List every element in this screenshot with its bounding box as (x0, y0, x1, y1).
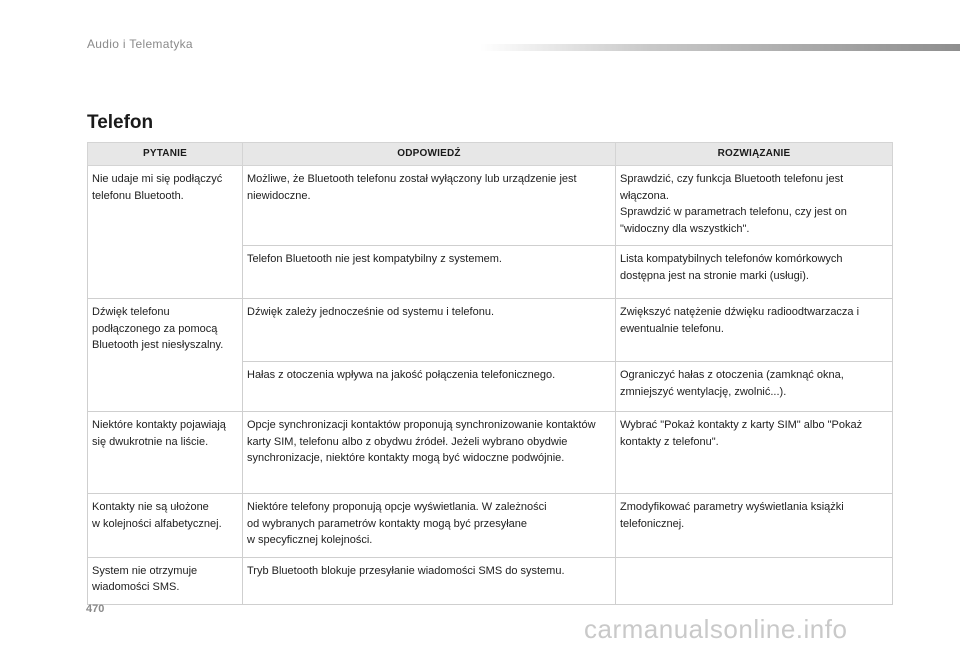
answer-cell: Telefon Bluetooth nie jest kompatybilny z systemem. (243, 246, 616, 299)
solution-cell: Ograniczyć hałas z otoczenia (zamknąć okna, zmniejszyć wentylację, zwolnić...). (616, 362, 893, 412)
question-cell: Niektóre kontakty pojawiają się dwukrotnie na liście. (88, 412, 243, 494)
solution-cell: Zmodyfikować parametry wyświetlania książki telefonicznej. (616, 494, 893, 558)
table-row (88, 299, 893, 362)
column-header-answer: ODPOWIEDŹ (243, 143, 616, 166)
table-row (88, 494, 893, 558)
column-header-question: PYTANIE (88, 143, 243, 166)
section-header: Audio i Telematyka (87, 37, 193, 51)
answer-cell: Możliwe, że Bluetooth telefonu został wyłączony lub urządzenie jest niewidoczne. (243, 166, 616, 246)
page-title: Telefon (87, 112, 154, 133)
question-cell: Dźwięk telefonu podłączonego za pomocą Bluetooth jest niesłyszalny. (88, 299, 243, 412)
watermark: carmanualsonline.info (584, 614, 848, 644)
question-cell: Nie udaje mi się podłączyć telefonu Bluetooth. (88, 166, 243, 299)
solution-cell: Sprawdzić, czy funkcja Bluetooth telefonu jest włączona. Sprawdzić w parametrach telefonu, czy jest on "widoczny dla wszystkich". (616, 166, 893, 246)
answer-cell: Tryb Bluetooth blokuje przesyłanie wiadomości SMS do systemu. (243, 557, 616, 604)
answer-cell: Hałas z otoczenia wpływa na jakość połączenia telefonicznego. (243, 362, 616, 412)
question-cell: System nie otrzymuje wiadomości SMS. (88, 557, 243, 604)
table-row (88, 166, 893, 246)
question-cell: Kontakty nie są ułożone w kolejności alfabetycznej. (88, 494, 243, 558)
column-header-solution: ROZWIĄZANIE (616, 143, 893, 166)
faq-table (87, 142, 893, 605)
table-header-row (88, 143, 893, 166)
table-row (88, 557, 893, 604)
solution-cell: Zwiększyć natężenie dźwięku radioodtwarzacza i ewentualnie telefonu. (616, 299, 893, 362)
table-row (88, 412, 893, 494)
answer-cell: Opcje synchronizacji kontaktów proponują synchronizowanie kontaktów karty SIM, telefonu albo z obydwu źródeł. Jeżeli wybrano obydwie synchronizacje, niektóre kontakty mogą być widoczne podwójnie. (243, 412, 616, 494)
solution-cell (616, 557, 893, 604)
page-number: 470 (86, 603, 105, 615)
answer-cell: Dźwięk zależy jednocześnie od systemu i telefonu. (243, 299, 616, 362)
solution-cell: Lista kompatybilnych telefonów komórkowych dostępna jest na stronie marki (usługi). (616, 246, 893, 299)
header-gradient-rule (480, 44, 960, 51)
answer-cell: Niektóre telefony proponują opcje wyświetlania. W zależności od wybranych parametrów kontakty mogą być przesyłane w specyficznej kolejności. (243, 494, 616, 558)
solution-cell: Wybrać "Pokaż kontakty z karty SIM" albo "Pokaż kontakty z telefonu". (616, 412, 893, 494)
